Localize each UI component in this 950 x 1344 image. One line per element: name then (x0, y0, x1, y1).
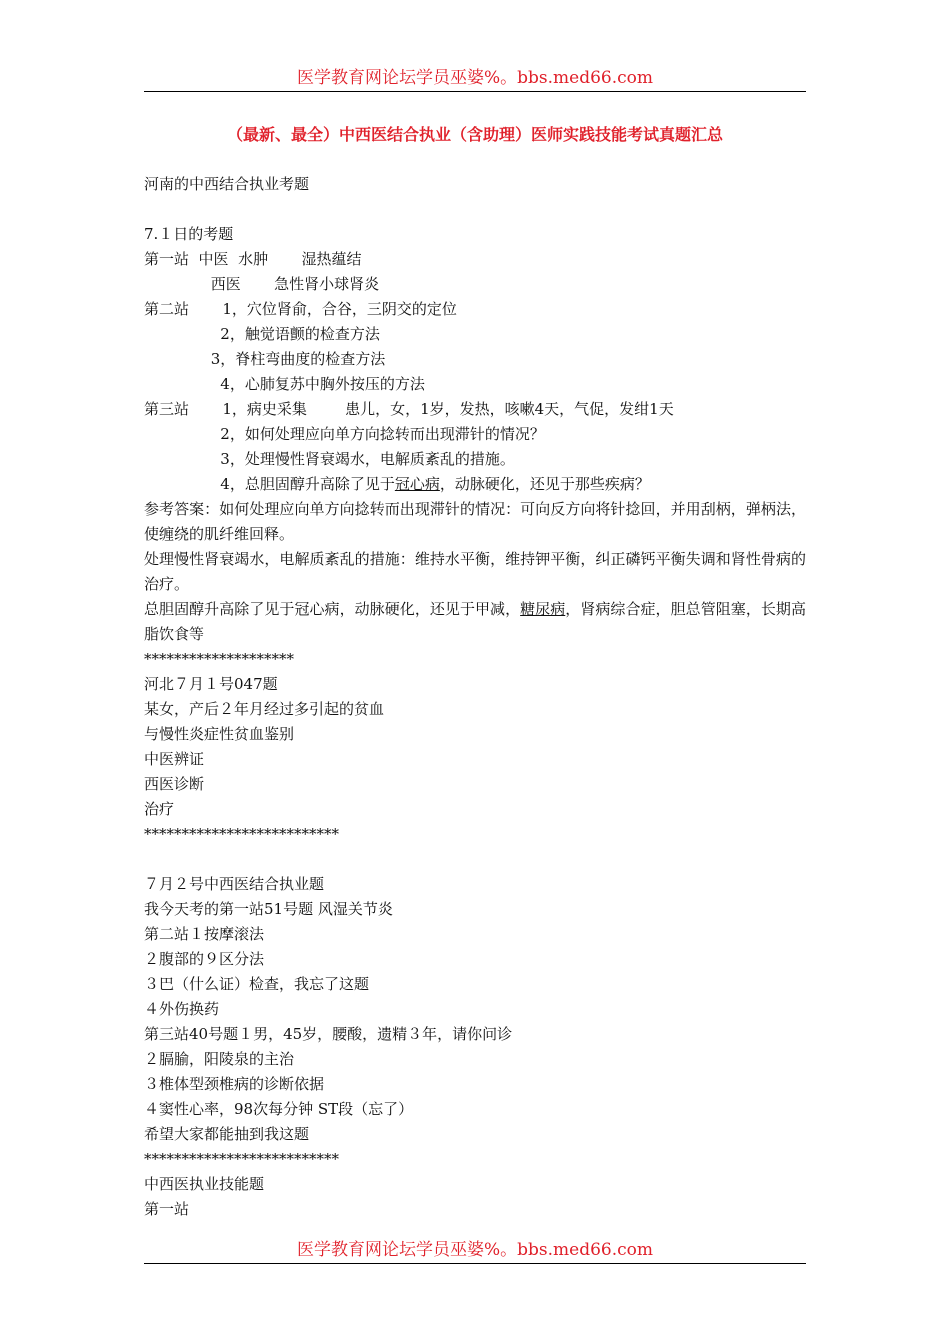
station-line: 3，脊柱弯曲度的检查方法 (144, 350, 386, 368)
exam-line: 与慢性炎症性贫血鉴别 (144, 725, 295, 743)
station-line: 4，心肺复苏中胸外按压的方法 (144, 375, 425, 393)
exam-line: ３巴（什么证）检查，我忘了这题 (144, 975, 370, 993)
answer-text: 总胆固醇升高除了见于冠心病，动脉硬化，还见于甲减， (144, 600, 521, 618)
station-line: 2，触觉语颤的检查方法 (144, 325, 380, 343)
exam-line: 河北７月１号047题 (144, 675, 278, 693)
exam-line: ４外伤换药 (144, 1000, 220, 1018)
exam-line: ３椎体型颈椎病的诊断依据 (144, 1075, 325, 1093)
spacer (144, 847, 806, 872)
separator-stars: ******************** (144, 650, 294, 668)
exam-line: 我今天考的第一站51号题 风湿关节炎 (144, 900, 393, 918)
station-line: 第三站 1，病史采集 患儿，女，1岁，发热，咳嗽4天，气促，发绀1天 (144, 400, 674, 418)
document-title: （最新、最全）中西医结合执业（含助理）医师实践技能考试真题汇总 (226, 125, 723, 144)
coronary-disease-link[interactable]: 冠心病 (394, 475, 440, 493)
exam-line: 西医诊断 (144, 775, 205, 793)
exam-line: 第一站 (144, 1200, 190, 1218)
exam-line: ２腹部的９区分法 (144, 950, 265, 968)
exam-line: 中西医执业技能题 (144, 1175, 265, 1193)
page-header: 医学教育网论坛学员巫婆%。bbs.med66.com (296, 68, 654, 88)
station-line: 3，处理慢性肾衰竭水，电解质紊乱的措施。 (144, 450, 515, 468)
exam-line: 第二站１按摩滚法 (144, 925, 265, 943)
exam-line: 中医辨证 (144, 750, 205, 768)
answer-paragraph (144, 597, 806, 647)
header-divider (144, 91, 806, 92)
exam-line: 第三站40号题１男，45岁，腰酸，遗精３年，请你问诊 (144, 1025, 513, 1043)
answer-paragraph: 参考答案：如何处理应向单方向捻转而出现滞针的情况：可向反方向将针捻回，并用刮柄，弹柄法，使缠绕的肌纤维回释。 (144, 500, 806, 543)
separator-stars: ************************** (144, 825, 339, 843)
exam-line: 某女，产后２年月经过多引起的贫血 (144, 700, 385, 718)
station-text: ，动脉硬化，还见于那些疾病？ (439, 475, 650, 493)
document-body (144, 172, 806, 1222)
exam-line: ４窦性心率，98次每分钟 ST段（忘了） (144, 1100, 414, 1118)
footer-divider (144, 1263, 806, 1264)
answer-paragraph: 处理慢性肾衰竭水，电解质紊乱的措施：维持水平衡，维持钾平衡，纠正磷钙平衡失调和肾性骨病的治疗。 (144, 550, 806, 593)
spacer (144, 197, 806, 222)
exam-line: ２膈腧，阳陵泉的主治 (144, 1050, 295, 1068)
exam-date: 7.１日的考题 (144, 225, 234, 243)
exam-line: 治疗 (144, 800, 175, 818)
separator-stars: ************************** (144, 1150, 339, 1168)
station-line: 西医 急性肾小球肾炎 (144, 275, 380, 293)
exam-line: 希望大家都能抽到我这题 (144, 1125, 310, 1143)
section-heading: 河南的中西结合执业考题 (144, 175, 310, 193)
exam-line: ７月２号中西医结合执业题 (144, 875, 325, 893)
page-footer: 医学教育网论坛学员巫婆%。bbs.med66.com (296, 1240, 654, 1260)
diabetes-link[interactable]: 糖尿病 (520, 600, 566, 618)
station-line (144, 472, 806, 497)
station-text: 4，总胆固醇升高除了见于 (144, 475, 395, 493)
answer-text: ，肾病综合症，胆总管阻塞，长期高脂饮食等 (144, 600, 806, 643)
station-line: 第一站 中医 水肿 湿热蕴结 (144, 250, 362, 268)
station-line: 第二站 1，穴位肾俞，合谷，三阴交的定位 (144, 300, 457, 318)
station-line: 2，如何处理应向单方向捻转而出现滞针的情况？ (144, 425, 545, 443)
